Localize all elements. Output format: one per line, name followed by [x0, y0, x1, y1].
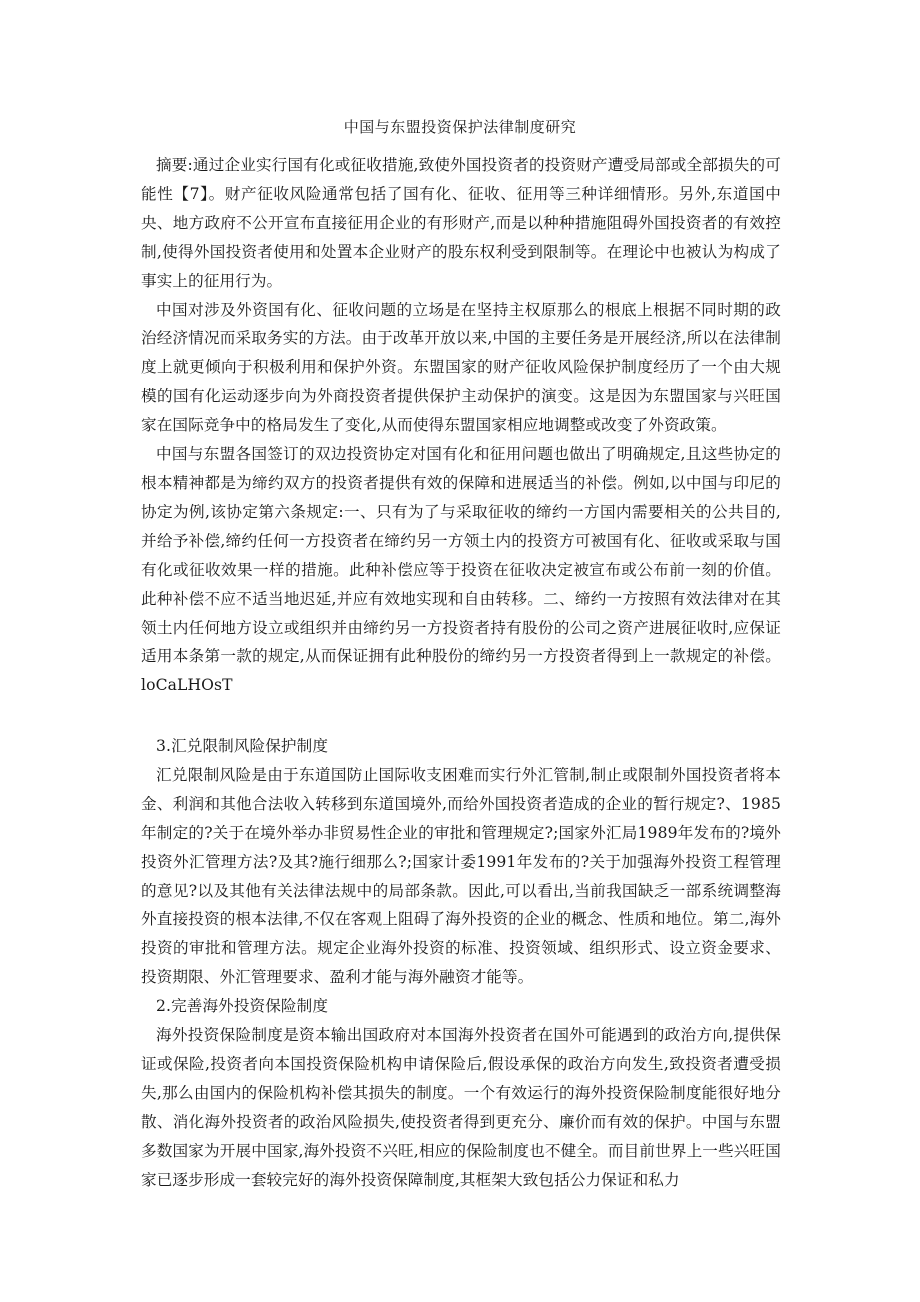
section-expropriation	[141, 151, 781, 700]
exchange-restriction-paragraph: 汇兑限制风险是由于东道国防止国际收支困难而实行外汇管制,制止或限制外国投资者将本金、利润和其他合法收入转移到东道国境外,而给外国投资者造成的企业的暂行规定?、1985年制定的?关于在境外举办非贸易性企业的审批和管理规定?;国家外汇局1989年发布的?境外投资外汇管理方法?及其?施行细那么?;国家计委1991年发布的?关于加强海外投资工程管理的意见?以及其他有关法律法规中的局部条款。因此,可以看出,当前我国缺乏一部系统调整海外直接投资的根本法律,不仅在客观上阻碍了海外投资的企业的概念、性质和地位。第二,海外投资的审批和管理方法。规定企业海外投资的标准、投资领域、组织形式、设立资金要求、投资期限、外汇管理要求、盈利才能与海外融资才能等。	[141, 765, 781, 987]
bilateral-treaty-paragraph: 中国与东盟各国签订的双边投资协定对国有化和征用问题也做出了明确规定,且这些协定的根本精神都是为缔约双方的投资者提供有效的保障和进展适当的补偿。例如,以中国与印尼的协定为例,该协定第六条规定:一、只有为了与采取征收的缔约一方国内需要相关的公共目的,并给予补偿,缔约任何一方投资者在缔约另一方领土内的投资方可被国有化、征收或采取与国有化或征收效果一样的措施。此种补偿应等于投资在征收决定被宣布或公布前一刻的价值。此种补偿不应不适当地迟延,并应有效地实现和自由转移。二、缔约一方按照有效法律对在其领土内任何地方设立或组织并由缔约另一方投资者持有股份的公司之资产进展征收时,应保证适用本条第一款的规定,从而保证拥有此种股份的缔约另一方投资者得到上一款规定的补偿。loCaLHOsT	[141, 445, 781, 695]
section-exchange-and-insurance	[141, 732, 781, 1195]
section-heading-exchange-restriction: 3.汇兑限制风险保护制度	[156, 737, 329, 755]
china-position-paragraph: 中国对涉及外资国有化、征收问题的立场是在坚持主权原那么的根底上根据不同时期的政治经济情况而采取务实的方法。由于改革开放以来,中国的主要任务是开展经济,所以在法律制度上就更倾向于积极利用和保护外资。东盟国家的财产征收风险保护制度经历了一个由大规模的国有化运动逐步向为外商投资者提供保护主动保护的演变。这是因为东盟国家与兴旺国家在国际竞争中的格局发生了变化,从而使得东盟国家相应地调整或改变了外资政策。	[141, 300, 781, 435]
section-heading-investment-insurance: 2.完善海外投资保险制度	[156, 997, 329, 1016]
investment-insurance-paragraph: 海外投资保险制度是资本输出国政府对本国海外投资者在国外可能遇到的政治方向,提供保证或保险,投资者向本国投资保险机构申请保险后,假设承保的政治方向发生,致投资者遭受损失,那么由国内的保险机构补偿其损失的制度。一个有效运行的海外投资保险制度能很好地分散、消化海外投资者的政治风险损失,使投资者得到更充分、廉价而有效的保护。中国与东盟多数国家为开展中国家,海外投资不兴旺,相应的保险制度也不健全。而目前世界上一些兴旺国家已逐步形成一套较完好的海外投资保障制度,其框架大致包括公力保证和私力	[141, 1026, 781, 1189]
document-title: 中国与东盟投资保护法律制度研究	[343, 118, 577, 136]
abstract-paragraph: 摘要:通过企业实行国有化或征收措施,致使外国投资者的投资财产遭受局部或全部损失的可能性【7】。财产征收风险通常包括了国有化、征收、征用等三种详细情形。另外,东道国中央、地方政府不公开宣布直接征用企业的有形财产,而是以种种措施阻碍外国投资者的有效控制,使得外国投资者使用和处置本企业财产的股东权利受到限制等。在理论中也被认为构成了事实上的征用行为。	[141, 156, 781, 290]
